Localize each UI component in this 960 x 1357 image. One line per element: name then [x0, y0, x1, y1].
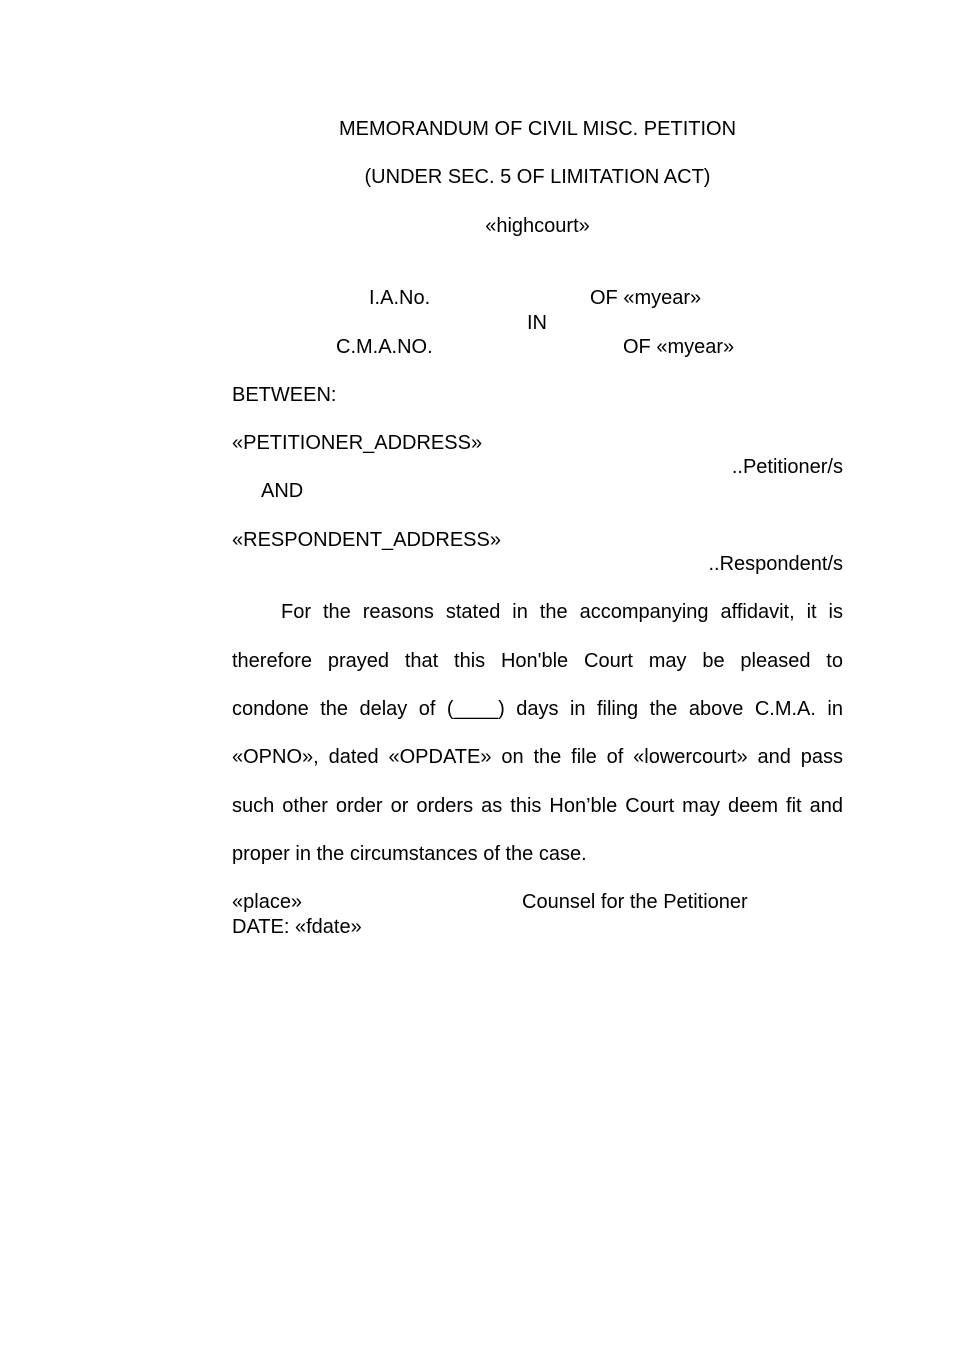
in-label: IN	[527, 312, 547, 334]
prayer-line: therefore prayed that this Hon'ble Court may be pleased to	[232, 650, 843, 672]
cma-year: OF «myear»	[623, 336, 735, 358]
respondent-role: ..Respondent/s	[708, 553, 843, 575]
and-label: AND	[261, 480, 304, 502]
date-field: DATE: «fdate»	[232, 916, 362, 938]
ia-year: OF «myear»	[590, 287, 702, 309]
place-field: «place»	[232, 891, 303, 913]
prayer-line: proper in the circumstances of the case.	[232, 843, 587, 865]
petitioner-role: ..Petitioner/s	[731, 456, 843, 478]
ia-number-label: I.A.No.	[369, 287, 431, 309]
counsel-signature: Counsel for the Petitioner	[522, 891, 748, 913]
respondent-address: «RESPONDENT_ADDRESS»	[232, 529, 501, 551]
prayer-line: such other order or orders as this Hon’ble Court may deem fit and	[232, 795, 843, 817]
petitioner-address: «PETITIONER_ADDRESS»	[232, 432, 483, 454]
court-name: «highcourt»	[485, 215, 590, 237]
prayer-line: For the reasons stated in the accompanying affidavit, it is	[281, 601, 843, 623]
document-title: MEMORANDUM OF CIVIL MISC. PETITION	[338, 118, 737, 140]
between-label: BETWEEN:	[232, 384, 337, 406]
cma-number-label: C.M.A.NO.	[336, 336, 433, 358]
prayer-line: condone the delay of (____) days in filing the above C.M.A. in	[232, 698, 843, 720]
prayer-line: «OPNO», dated «OPDATE» on the file of «lowercourt» and pass	[232, 746, 843, 768]
document-subtitle: (UNDER SEC. 5 OF LIMITATION ACT)	[364, 166, 711, 188]
